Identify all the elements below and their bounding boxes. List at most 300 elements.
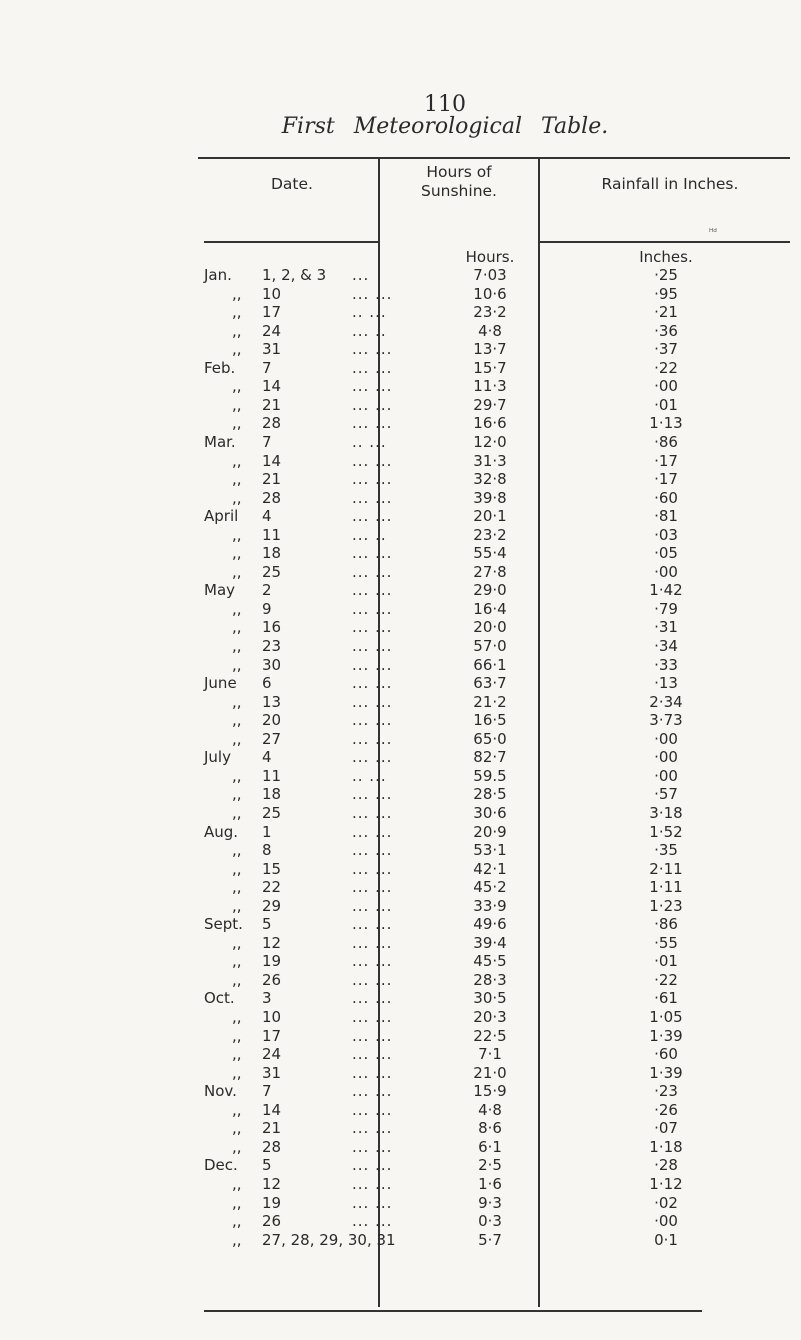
rainfall-inches: ·01 [654, 395, 678, 414]
rainfall-inches: 1·52 [649, 822, 683, 841]
leader-dots: ... ... [352, 748, 393, 767]
table-row [0, 339, 801, 359]
date-month: ,, [232, 841, 242, 860]
date-month: ,, [232, 377, 242, 396]
rainfall-inches: ·86 [654, 915, 678, 934]
rainfall-inches: ·02 [654, 1193, 678, 1212]
date-month: Oct. [204, 989, 235, 1008]
leader-dots: ... ... [352, 544, 393, 563]
sunshine-hours: 66·1 [473, 655, 507, 674]
date-month: ,, [232, 1137, 242, 1156]
sunshine-hours: 32·8 [473, 470, 507, 489]
rainfall-inches: ·17 [654, 451, 678, 470]
rainfall-inches: ·60 [654, 1045, 678, 1064]
date-month: ,, [232, 303, 242, 322]
date-day: 24 [262, 1045, 282, 1064]
date-day: 7 [262, 358, 272, 377]
date-month: ,, [232, 896, 242, 915]
date-month: May [204, 581, 236, 600]
date-day: 13 [262, 692, 282, 711]
leader-dots: ... ... [352, 637, 393, 655]
leader-dots: ... ... [352, 970, 393, 989]
leader-dots: ... ... [352, 1045, 393, 1064]
date-month: Nov. [204, 1082, 237, 1101]
rainfall-inches: 1·42 [649, 581, 683, 600]
table-row [0, 951, 801, 971]
date-month: ,, [232, 544, 242, 563]
sunshine-hours: 16·5 [473, 711, 507, 730]
date-month: ,, [232, 451, 242, 470]
leader-dots: ... ... [352, 1008, 393, 1026]
leader-dots: ... ... [352, 507, 393, 526]
rainfall-inches: ·00 [654, 1212, 678, 1231]
table-row [0, 803, 801, 823]
rainfall-inches: 3·73 [649, 711, 683, 730]
date-month: ,, [232, 970, 242, 989]
leader-dots: .. ... [352, 432, 387, 451]
sunshine-hours: 6·1 [478, 1137, 502, 1156]
sunshine-hours: 4·8 [478, 321, 502, 340]
date-day: 14 [262, 1100, 282, 1119]
date-month: ,, [232, 599, 242, 618]
sunshine-hours: 21·2 [473, 692, 507, 711]
date-day: 29 [262, 896, 282, 915]
table-row [0, 1081, 801, 1101]
date-day: 21 [262, 395, 282, 414]
date-month: ,, [232, 878, 242, 897]
date-day: 11 [262, 766, 282, 785]
sunshine-hours: 30·6 [473, 803, 507, 822]
date-month: ,, [232, 488, 242, 507]
date-month: ,, [232, 952, 242, 971]
sunshine-hours: 20·3 [473, 1008, 507, 1026]
table-row [0, 877, 801, 897]
sunshine-hours: 23·2 [473, 303, 507, 322]
sunshine-hours: 0·3 [478, 1212, 502, 1231]
leader-dots: ... .. [352, 525, 387, 544]
rainfall-inches: 1·39 [649, 1026, 683, 1045]
date-day: 28 [262, 488, 282, 507]
table-row [0, 692, 801, 712]
table-row [0, 636, 801, 656]
table-row [0, 784, 801, 804]
date-day: 10 [262, 1008, 282, 1026]
date-month: ,, [232, 395, 242, 414]
sunshine-hours: 5·7 [478, 1230, 502, 1249]
date-month: June [204, 674, 237, 693]
date-month: ,, [232, 933, 242, 952]
table-row [0, 506, 801, 526]
leader-dots: ... ... [352, 395, 393, 414]
sunshine-hours: 10·6 [473, 284, 507, 303]
date-day: 20 [262, 711, 282, 730]
leader-dots: ... ... [352, 1193, 393, 1212]
date-month: Jan. [204, 266, 232, 284]
table-row [0, 822, 801, 842]
leader-dots: ... ... [352, 896, 393, 915]
leader-dots: ... ... [352, 618, 393, 637]
rainfall-inches: ·36 [654, 321, 678, 340]
rainfall-inches: ·33 [654, 655, 678, 674]
rainfall-inches: ·03 [654, 525, 678, 544]
rainfall-inches: ·86 [654, 432, 678, 451]
date-month: ,, [232, 562, 242, 581]
table-row [0, 617, 801, 637]
date-day: 17 [262, 1026, 282, 1045]
date-day: 9 [262, 599, 272, 618]
rainfall-inches: ·31 [654, 618, 678, 637]
table-row [0, 1026, 801, 1046]
sunshine-hours: 23·2 [473, 525, 507, 544]
table-row [0, 1063, 801, 1083]
table-bottom-rule [204, 1310, 702, 1312]
sunshine-hours: 27·8 [473, 562, 507, 581]
rainfall-inches: ·55 [654, 933, 678, 952]
rainfall-inches: ·60 [654, 488, 678, 507]
sunshine-hours: 20·0 [473, 618, 507, 637]
table-row [0, 729, 801, 749]
unit-hours: Hours. [465, 248, 515, 266]
date-month: ,, [232, 470, 242, 489]
rainfall-inches: ·13 [654, 674, 678, 693]
sunshine-hours: 16·6 [473, 414, 507, 433]
date-day: 17 [262, 303, 282, 322]
date-day: 8 [262, 841, 272, 860]
leader-dots: ... ... [352, 451, 393, 470]
header-bottom-rule-right [538, 241, 790, 243]
sunshine-hours: 59.5 [473, 766, 507, 785]
rainfall-inches: ·37 [654, 340, 678, 359]
rainfall-inches: ·79 [654, 599, 678, 618]
date-day: 5 [262, 1156, 272, 1175]
table-row [0, 896, 801, 916]
leader-dots: ... .. [352, 321, 387, 340]
date-month: ,, [232, 321, 242, 340]
table-row [0, 1193, 801, 1213]
rainfall-inches: ·00 [654, 562, 678, 581]
table-row [0, 376, 801, 396]
date-day: 7 [262, 432, 272, 451]
sunshine-hours: 7·03 [473, 266, 507, 284]
sunshine-hours: 63·7 [473, 674, 507, 693]
sunshine-hours: 42·1 [473, 859, 507, 878]
leader-dots: ... ... [352, 692, 393, 711]
date-day: 30 [262, 655, 282, 674]
sunshine-hours: 33·9 [473, 896, 507, 915]
date-day: 24 [262, 321, 282, 340]
sunshine-hours: 31·3 [473, 451, 507, 470]
leader-dots: ... ... [352, 470, 393, 489]
rainfall-inches: ·22 [654, 358, 678, 377]
date-month: ,, [232, 1063, 242, 1082]
rainfall-inches: 1·18 [649, 1137, 683, 1156]
rainfall-inches: 1·23 [649, 896, 683, 915]
unit-inches: Inches. [639, 248, 693, 266]
table-row [0, 840, 801, 860]
table-row [0, 1211, 801, 1231]
leader-dots: ... ... [352, 1156, 393, 1175]
table-row [0, 395, 801, 415]
sunshine-hours: 39·8 [473, 488, 507, 507]
leader-dots: ... ... [352, 915, 393, 934]
leader-dots: ... ... [352, 674, 393, 693]
date-day: 25 [262, 562, 282, 581]
rainfall-inches: ·21 [654, 303, 678, 322]
table-row [0, 562, 801, 582]
leader-dots: ... ... [352, 822, 393, 841]
date-month: ,, [232, 340, 242, 359]
date-month: ,, [232, 1045, 242, 1064]
date-day: 15 [262, 859, 282, 878]
sunshine-hours: 28·3 [473, 970, 507, 989]
header-sunshine: Hours of Sunshine. [421, 163, 497, 200]
rainfall-inches: ·00 [654, 729, 678, 748]
date-day: 10 [262, 284, 282, 303]
date-day: 2 [262, 581, 272, 600]
sunshine-hours: 2·5 [478, 1156, 502, 1175]
sunshine-hours: 7·1 [478, 1045, 502, 1064]
date-day: 27 [262, 729, 282, 748]
sunshine-hours: 9·3 [478, 1193, 502, 1212]
date-day: 16 [262, 618, 282, 637]
sunshine-hours: 1·6 [478, 1174, 502, 1193]
date-day: 6 [262, 674, 272, 693]
sunshine-hours: 65·0 [473, 729, 507, 748]
table-row [0, 988, 801, 1008]
rainfall-inches: ·00 [654, 766, 678, 785]
sunshine-hours: 11·3 [473, 377, 507, 396]
date-month: ,, [232, 655, 242, 674]
date-month: Sept. [204, 915, 243, 934]
leader-dots: ... ... [352, 414, 393, 433]
date-day: 3 [262, 989, 272, 1008]
table-row [0, 321, 801, 341]
date-day: 7 [262, 1082, 272, 1101]
sunshine-hours: 55·4 [473, 544, 507, 563]
leader-dots: ... ... [352, 284, 393, 303]
date-day: 27, 28, 29, 30, 31 [262, 1230, 396, 1249]
sunshine-hours: 28·5 [473, 785, 507, 804]
date-month: ,, [232, 1100, 242, 1119]
date-month: ,, [232, 637, 242, 655]
table-row [0, 970, 801, 990]
leader-dots: ... ... [352, 878, 393, 897]
sunshine-hours: 29·7 [473, 395, 507, 414]
rainfall-inches: ·26 [654, 1100, 678, 1119]
leader-dots: ... ... [352, 729, 393, 748]
rainfall-inches: 2·11 [649, 859, 683, 878]
sunshine-hours: 57·0 [473, 637, 507, 655]
rainfall-inches: ·22 [654, 970, 678, 989]
leader-dots: .. ... [352, 766, 387, 785]
rainfall-inches: ·81 [654, 507, 678, 526]
sunshine-hours: 53·1 [473, 841, 507, 860]
table-row [0, 1118, 801, 1138]
date-day: 1, 2, & 3 [262, 266, 327, 284]
sunshine-hours: 4·8 [478, 1100, 502, 1119]
sunshine-hours: 49·6 [473, 915, 507, 934]
leader-dots: ... [352, 266, 370, 284]
sunshine-hours: 39·4 [473, 933, 507, 952]
date-day: 31 [262, 340, 282, 359]
leader-dots: .. ... [352, 303, 387, 322]
leader-dots: ... ... [352, 581, 393, 600]
table-row [0, 488, 801, 508]
sunshine-hours: 13·7 [473, 340, 507, 359]
date-month: ,, [232, 284, 242, 303]
leader-dots: ... ... [352, 711, 393, 730]
table-row [0, 599, 801, 619]
sunshine-hours: 45·2 [473, 878, 507, 897]
leader-dots: ... ... [352, 1174, 393, 1193]
leader-dots: ... ... [352, 952, 393, 971]
table-row [0, 655, 801, 675]
date-day: 23 [262, 637, 282, 655]
table-row [0, 766, 801, 786]
header-rainfall: Rainfall in Inches. [601, 175, 739, 193]
date-month: ,, [232, 1193, 242, 1212]
sunshine-hours: 20·9 [473, 822, 507, 841]
leader-dots: ... ... [352, 859, 393, 878]
date-month: ,, [232, 766, 242, 785]
sunshine-hours: 22·5 [473, 1026, 507, 1045]
leader-dots: ... ... [352, 989, 393, 1008]
date-month: ,, [232, 859, 242, 878]
date-day: 5 [262, 915, 272, 934]
leader-dots: ... ... [352, 358, 393, 377]
sunshine-hours: 12·0 [473, 432, 507, 451]
date-month: Aug. [204, 822, 239, 841]
date-day: 14 [262, 377, 282, 396]
sunshine-hours: 20·1 [473, 507, 507, 526]
leader-dots: ... ... [352, 1082, 393, 1101]
header-bottom-rule-left [204, 241, 379, 243]
rainfall-inches: ·00 [654, 748, 678, 767]
rainfall-inches: ·57 [654, 785, 678, 804]
date-day: 25 [262, 803, 282, 822]
date-month: ,, [232, 1174, 242, 1193]
rainfall-inches: ·17 [654, 470, 678, 489]
table-row [0, 914, 801, 934]
leader-dots: ... ... [352, 562, 393, 581]
leader-dots: ... ... [352, 803, 393, 822]
table-row [0, 302, 801, 322]
leader-dots: ... ... [352, 488, 393, 507]
table-row [0, 451, 801, 471]
sunshine-hours: 16·4 [473, 599, 507, 618]
page-number: 110 [424, 92, 466, 117]
rainfall-inches: 0·1 [654, 1230, 678, 1249]
leader-dots: ... ... [352, 1063, 393, 1082]
table-row [0, 1174, 801, 1194]
date-day: 11 [262, 525, 282, 544]
leader-dots: ... ... [352, 1137, 393, 1156]
date-day: 21 [262, 1119, 282, 1138]
leader-dots: ... ... [352, 655, 393, 674]
leader-dots: ... ... [352, 1212, 393, 1231]
rainfall-inches: ·25 [654, 266, 678, 284]
table-row [0, 1100, 801, 1120]
rainfall-inches: 1·39 [649, 1063, 683, 1082]
date-day: 22 [262, 878, 282, 897]
rainfall-inches: ·95 [654, 284, 678, 303]
leader-dots: ... ... [352, 841, 393, 860]
date-month: ,, [232, 1026, 242, 1045]
rainfall-inches: ·61 [654, 989, 678, 1008]
rainfall-inches: ·07 [654, 1119, 678, 1138]
ink-mark: ᴴᵈ [709, 228, 717, 238]
rainfall-inches: 3·18 [649, 803, 683, 822]
table-row [0, 859, 801, 879]
date-month: ,, [232, 1212, 242, 1231]
date-month: ,, [232, 729, 242, 748]
sunshine-hours: 30·5 [473, 989, 507, 1008]
date-month: ,, [232, 711, 242, 730]
sunshine-hours: 45·5 [473, 952, 507, 971]
rainfall-inches: 2·34 [649, 692, 683, 711]
rainfall-inches: ·23 [654, 1082, 678, 1101]
sunshine-hours: 82·7 [473, 748, 507, 767]
date-day: 4 [262, 748, 272, 767]
date-day: 21 [262, 470, 282, 489]
rainfall-inches: ·01 [654, 952, 678, 971]
sunshine-hours: 29·0 [473, 581, 507, 600]
table-row [0, 265, 801, 285]
date-month: ,, [232, 785, 242, 804]
table-row [0, 933, 801, 953]
table-row [0, 580, 801, 600]
rainfall-inches: 1·05 [649, 1008, 683, 1026]
sunshine-hours: 21·0 [473, 1063, 507, 1082]
date-day: 28 [262, 1137, 282, 1156]
table-row [0, 710, 801, 730]
date-day: 14 [262, 451, 282, 470]
date-month: Feb. [204, 358, 236, 377]
date-day: 26 [262, 970, 282, 989]
table-row [0, 284, 801, 304]
date-month: ,, [232, 618, 242, 637]
table-row [0, 1155, 801, 1175]
date-day: 19 [262, 1193, 282, 1212]
date-month: April [204, 507, 239, 526]
date-day: 1 [262, 822, 272, 841]
rainfall-inches: ·05 [654, 544, 678, 563]
leader-dots: ... ... [352, 1026, 393, 1045]
table-row [0, 1137, 801, 1157]
date-month: ,, [232, 1119, 242, 1138]
rainfall-inches: ·28 [654, 1156, 678, 1175]
rainfall-inches: ·35 [654, 841, 678, 860]
date-month: Dec. [204, 1156, 238, 1175]
leader-dots: ... ... [352, 377, 393, 396]
header-top-rule [198, 157, 790, 159]
leader-dots: ... ... [352, 340, 393, 359]
leader-dots: ... ... [352, 933, 393, 952]
table-row [0, 469, 801, 489]
date-month: ,, [232, 1008, 242, 1026]
table-row [0, 1044, 801, 1064]
date-month: ,, [232, 692, 242, 711]
rainfall-inches: 1·12 [649, 1174, 683, 1193]
table-row [0, 432, 801, 452]
table-row [0, 1230, 801, 1250]
table-row [0, 1007, 801, 1027]
sunshine-hours: 15·7 [473, 358, 507, 377]
header-date: Date. [271, 175, 313, 193]
rainfall-inches: ·00 [654, 377, 678, 396]
date-month: ,, [232, 414, 242, 433]
sunshine-hours: 8·6 [478, 1119, 502, 1138]
